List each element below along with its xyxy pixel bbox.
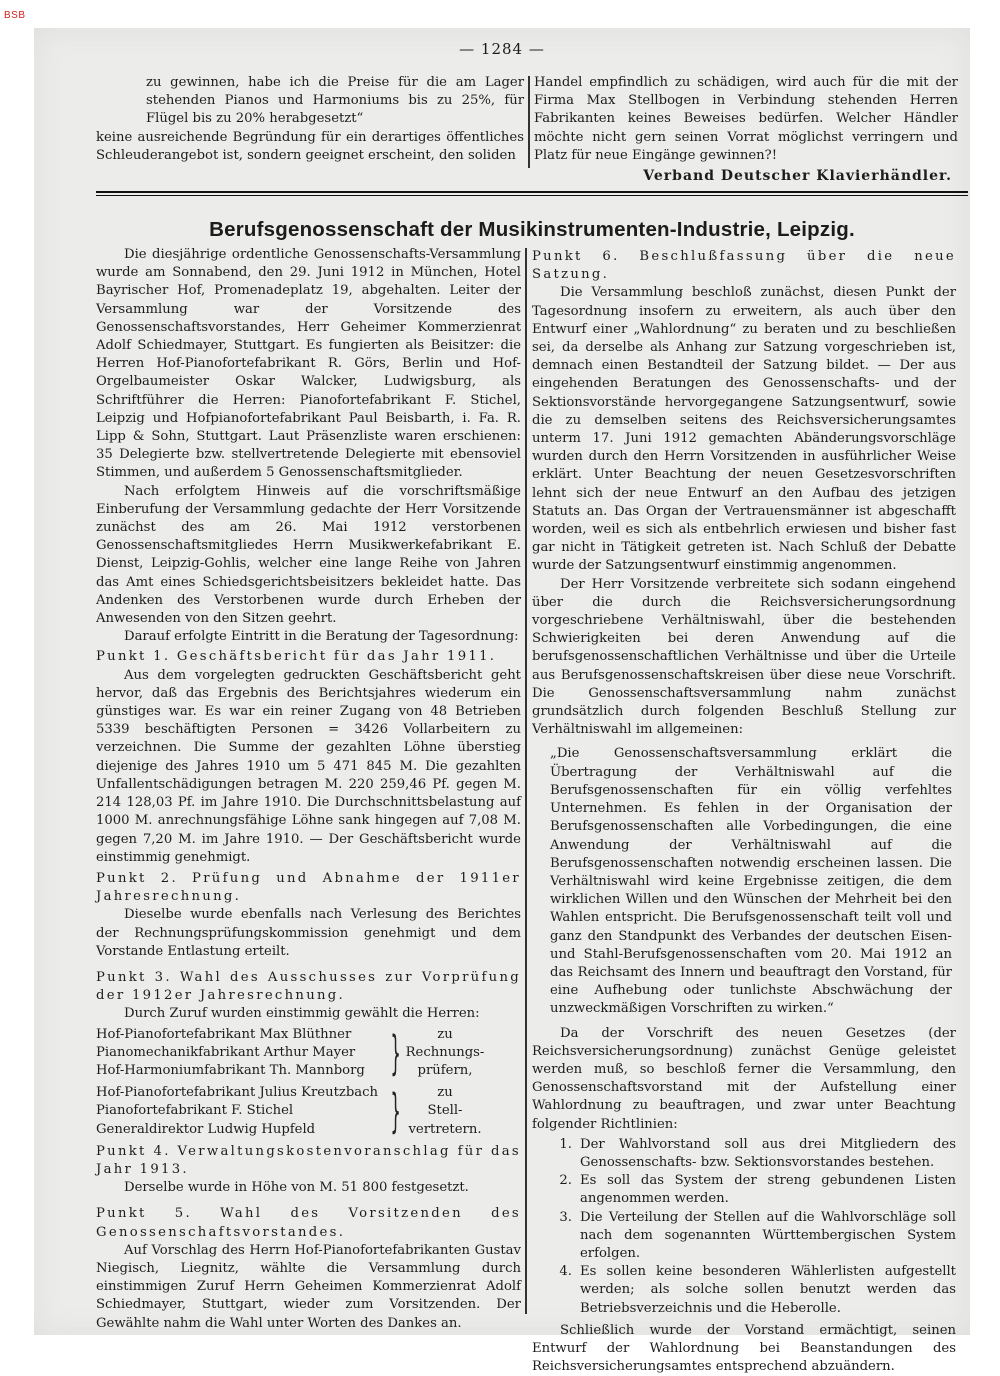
deputy-name: Generaldirektor Ludwig Hupfeld	[96, 1121, 316, 1137]
role-line: zu	[437, 1026, 453, 1042]
article-column-divider	[525, 248, 527, 1314]
newspaper-page	[34, 28, 970, 1375]
bsb-watermark: BSB	[4, 10, 26, 21]
top-left-column	[96, 74, 524, 165]
list-number: 4.	[559, 1264, 572, 1280]
page-number: — 1284 —	[459, 40, 545, 58]
closing-paragraph: Schließlich wurde der Vorstand ermächtigt, seinen Entwurf der Wahlordnung bei Beanstandungen des Reichsversicherungsamtes entsprechend abzuändern.	[532, 1322, 956, 1375]
deputy-name: Hof-Pianofortefabrikant Julius Kreutzbach	[96, 1085, 379, 1101]
list-item	[532, 1172, 956, 1208]
top-left-paragraph: keine ausreichende Begründung für ein derartiges öffentliches Schleuderangebot ist, sondern geeignet erscheint, den soliden	[96, 129, 524, 163]
list-text: Die Verteilung der Stellen auf die Wahlvorschläge soll nach dem sogenannten Württembergischen System erfolgen.	[580, 1209, 956, 1261]
role-line: prüfern,	[417, 1062, 473, 1078]
punkt-4-heading: Punkt 4. Verwaltungskostenvoranschlag für das Jahr 1913.	[96, 1143, 521, 1177]
section-rule-bottom	[96, 195, 968, 196]
punkt-5-heading: Punkt 5. Wahl des Vorsitzenden des Genossenschaftsvorstandes.	[96, 1206, 521, 1240]
article-title: Berufsgenossenschaft der Musikinstrumenten-Industrie, Leipzig.	[209, 218, 855, 241]
brace: }	[390, 1084, 401, 1139]
deputies-group	[96, 1084, 521, 1139]
top-right-column	[534, 74, 958, 185]
list-text: Es soll das System der streng gebundenen Listen angenommen werden.	[580, 1173, 956, 1207]
deputy-role	[400, 1084, 490, 1139]
punkt-1-text: Aus dem vorgelegten gedruckten Geschäftsbericht geht hervor, daß das Ergebnis des Berichtsjahres wiederum ein günstiges war. Es war ein reiner Zugang von 48 Betrieben 5339 beschäftigten Personen = 3426 Vollarbeitern zu verzeichnen. Die Summe der gezahlten Löhne überstieg diejenige des Jahres 1910 um 5 471 845 M. Die gezahlten Unfallentschädigungen betragen M. 220 259,46 Pf. gegen M. 214 128,03 Pf. im Jahre 1910. Die Durchschnittsbelastung auf 1000 M. anrechnungsfähige Löhne sank hingegen auf 7,08 M. gegen 7,20 M. im Jahre 1910. — Der Geschäftsbericht wurde einstimmig genehmigt.	[96, 667, 521, 865]
auditor-role	[400, 1026, 490, 1081]
article-left-column	[96, 246, 521, 1333]
punkt-2-text: Dieselbe wurde ebenfalls nach Verlesung des Berichtes der Rechnungsprüfungskommission genehmigt und dem Vorstande Entlastung erteilt.	[96, 907, 521, 959]
guidelines-list	[532, 1136, 956, 1318]
top-left-quote: zu gewinnen, habe ich die Preise für die am Lager stehenden Pianos und Harmoniums bis zu 25%, für Flügel bis zu 20% herabgesetzt“	[146, 75, 524, 127]
punkt-5-text: Auf Vorschlag des Herrn Hof-Pianofortefabrikanten Gustav Niegisch, Liegnitz, wählte die Versammlung durch einstimmigen Zuruf Herrn Geheimen Kommerzienrat Adolf Schiedmayer, Stuttgart, wieder zum Vorsitzenden. Der Gewählte nahm die Wahl unter Worten des Dankes an.	[96, 1242, 521, 1331]
top-right-paragraph: Handel empfindlich zu schädigen, wird auch für die mit der Firma Max Stellbogen in Verbindung stehenden Herren Fabrikanten keines Beweises bedürfen. Welcher Händler möchte nicht gern seinen Vorrat möglichst verringern und Platz für neue Eingänge gewinnen?!	[534, 75, 958, 163]
auditor-name: Hof-Pianofortefabrikant Max Blüthner	[96, 1026, 352, 1042]
punkt-3-text: Durch Zuruf wurden einstimmig gewählt die Herren:	[124, 1006, 480, 1022]
signature: Verband Deutscher Klavierhändler.	[643, 168, 952, 185]
memorial-paragraph: Nach erfolgtem Hinweis auf die vorschriftsmäßige Einberufung der Versammlung gedachte der Herr Vorsitzende zunächst des am 26. Mai 1912 verstorbenen Genossenschaftsmitgliedes Herrn Musikwerkefabrikant E. Dienst, Leipzig-Gohlis, welcher eine lange Reihe von Jahren das Amt eines Schiedsgerichtsbeisitzers bekleidet hatte. Das Andenken des Verstorbenen wurde durch Erheben der Anwesenden von den Sitzen geehrt.	[96, 483, 521, 627]
agenda-intro: Darauf erfolgte Eintritt in die Beratung der Tagesordnung:	[124, 629, 519, 645]
deputy-names	[96, 1084, 386, 1139]
list-item	[532, 1263, 956, 1318]
resolution-quote: „Die Genossenschaftsversammlung erklärt die Übertragung der Verhältniswahl auf die Berufsgenossenschaften für ein völlig verfehltes Unternehmen. Es fehlen in der Organisation der Berufsgenossenschaften alle Vorbedingungen, die eine Anwendung der Verhältniswahl auf die Berufsgenossenschaften notwendig erscheinen lassen. Die Verhältniswahl wird keine Ergebnisse zeitigen, die dem wirklichen Willen und den Wünschen der Mehrheit bei den Wahlen entspricht. Die Berufsgenossenschaft teilt voll und ganz den Standpunkt des Verbandes der deutschen Eisen- und Stahl-Berufsgenossenschaften vom 20. Mai 1912 an das Reichsamt des Innern und beauftragt den Vorstand, für eine Aufhebung oder tunlichste Abschwächung der unzweckmäßigen Vorschriften zu wirken.“	[550, 746, 952, 1017]
punkt-6-heading: Punkt 6. Beschlußfassung über die neue Satzung.	[532, 249, 956, 283]
role-line: Rechnungs-	[405, 1044, 485, 1060]
list-number: 2.	[559, 1173, 572, 1189]
list-text: Es sollen keine besonderen Wählerlisten aufgestellt werden; als solche sollen benutzt werden das Betriebsverzeichnis und die Heberolle.	[580, 1264, 956, 1316]
article-right-column	[532, 246, 956, 1376]
punkt-2-heading: Punkt 2. Prüfung und Abnahme der 1911er Jahresrechnung.	[96, 870, 521, 905]
guidelines-intro: Da der Vorschrift des neuen Gesetzes (der Reichsversicherungsordnung) zunächst Genüge geleistet werden muß, so beschloß ferner die Versammlung, den Genossenschaftsvorstand mit der Aufstellung einer Wahlordnung zu beauftragen, und zwar unter Beachtung folgender Richtlinien:	[532, 1025, 956, 1132]
section-rule-top	[96, 191, 968, 193]
role-line: vertretern.	[408, 1121, 482, 1137]
top-column-divider	[528, 76, 530, 168]
auditor-names	[96, 1026, 386, 1081]
auditors-group	[96, 1026, 521, 1081]
punkt-4-text: Derselbe wurde in Höhe von M. 51 800 festgesetzt.	[124, 1180, 469, 1196]
opening-paragraph: Die diesjährige ordentliche Genossenschafts-Versammlung wurde am Sonnabend, den 29. Juni 1912 in München, Hotel Bayrischer Hof, Promenadeplatz 19, abgehalten. Leiter der Versammlung war der Vorsitzende des Genossenschaftsvorstandes, Herr Geheimer Kommerzienrat Adolf Schiedmayer, Stuttgart. Es fungierten als Beisitzer: die Herren Hof-Pianofortefabrikant R. Görs, Berlin und Hof-Orgelbaumeister Oskar Walcker, Ludwigsburg, als Schriftführer die Herren: Pianofortefabrikant F. Stichel, Leipzig und Hofpianofortefabrikant Paul Beisbarth, i. Fa. R. Lipp & Sohn, Stuttgart. Laut Präsenzliste waren erschienen: 35 Delegierte bzw. stellvertretende Delegierte mit ebensoviel Stimmen, und außerdem 5 Genossenschaftsmitglieder.	[96, 247, 521, 481]
list-text: Der Wahlvorstand soll aus drei Mitgliedern des Genossenschafts- bzw. Sektionsvorstandes bestehen.	[580, 1136, 956, 1170]
statute-paragraph: Die Versammlung beschloß zunächst, diesen Punkt der Tagesordnung insofern zu erweitern, als auch über den Entwurf einer „Wahlordnung“ zu beraten und zu beschließen sei, da derselbe als Anhang zur Satzung vorgeschrieben ist, demnach einen Bestandteil der Satzung bildet. — Der aus eingehenden Beratungen des Genossenschafts- und der Sektionsvorstände hervorgegangene Satzungsentwurf, sowie die zu demselben seitens des Reichsversicherungsamtes unterm 17. Juni 1912 gemachten Abänderungsvorschläge wurden durch den Herrn Vorsitzenden in ausführlicher Weise erklärt. Unter Beachtung der neuen Gesetzesvorschriften lehnt sich der neue Entwurf an den Aufbau des jetzigen Statuts an. Das Organ der Vertrauensmänner ist abgeschafft worden, weil es sich als entbehrlich erwiesen und bisher fast gar nicht in Tätigkeit getreten ist. Nach Schluß der Debatte wurde der Satzungsentwurf einstimmig angenommen.	[532, 285, 956, 574]
role-line: zu	[437, 1085, 453, 1101]
brace: }	[390, 1025, 401, 1080]
punkt-1-heading: Punkt 1. Geschäftsbericht für das Jahr 1911.	[96, 649, 497, 665]
punkt-3-heading: Punkt 3. Wahl des Ausschusses zur Vorprüfung der 1912er Jahresrechnung.	[96, 969, 521, 1004]
list-item	[532, 1136, 956, 1172]
list-item	[532, 1209, 956, 1264]
deputy-name: Pianofortefabrikant F. Stichel	[96, 1103, 294, 1119]
auditor-name: Hof-Harmoniumfabrikant Th. Mannborg	[96, 1062, 365, 1078]
role-line: Stell-	[427, 1103, 463, 1119]
list-number: 1.	[559, 1136, 572, 1152]
auditor-name: Pianomechanikfabrikant Arthur Mayer	[96, 1044, 356, 1060]
list-number: 3.	[559, 1209, 572, 1225]
proportional-vote-paragraph: Der Herr Vorsitzende verbreitete sich sodann eingehend über die durch die Reichsversicherungsordnung vorgeschriebene Verhältniswahl, über die bestehenden Schwierigkeiten bei deren Anwendung auf die berufsgenossenschaftlichen Verhältnisse und über die Urteile aus Berufsgenossenschaftskreisen über diese neue Vorschrift. Die Genossenschaftsversammlung nahm zunächst grundsätzlich durch folgenden Beschluß Stellung zur Verhältniswahl im allgemeinen:	[532, 576, 956, 738]
